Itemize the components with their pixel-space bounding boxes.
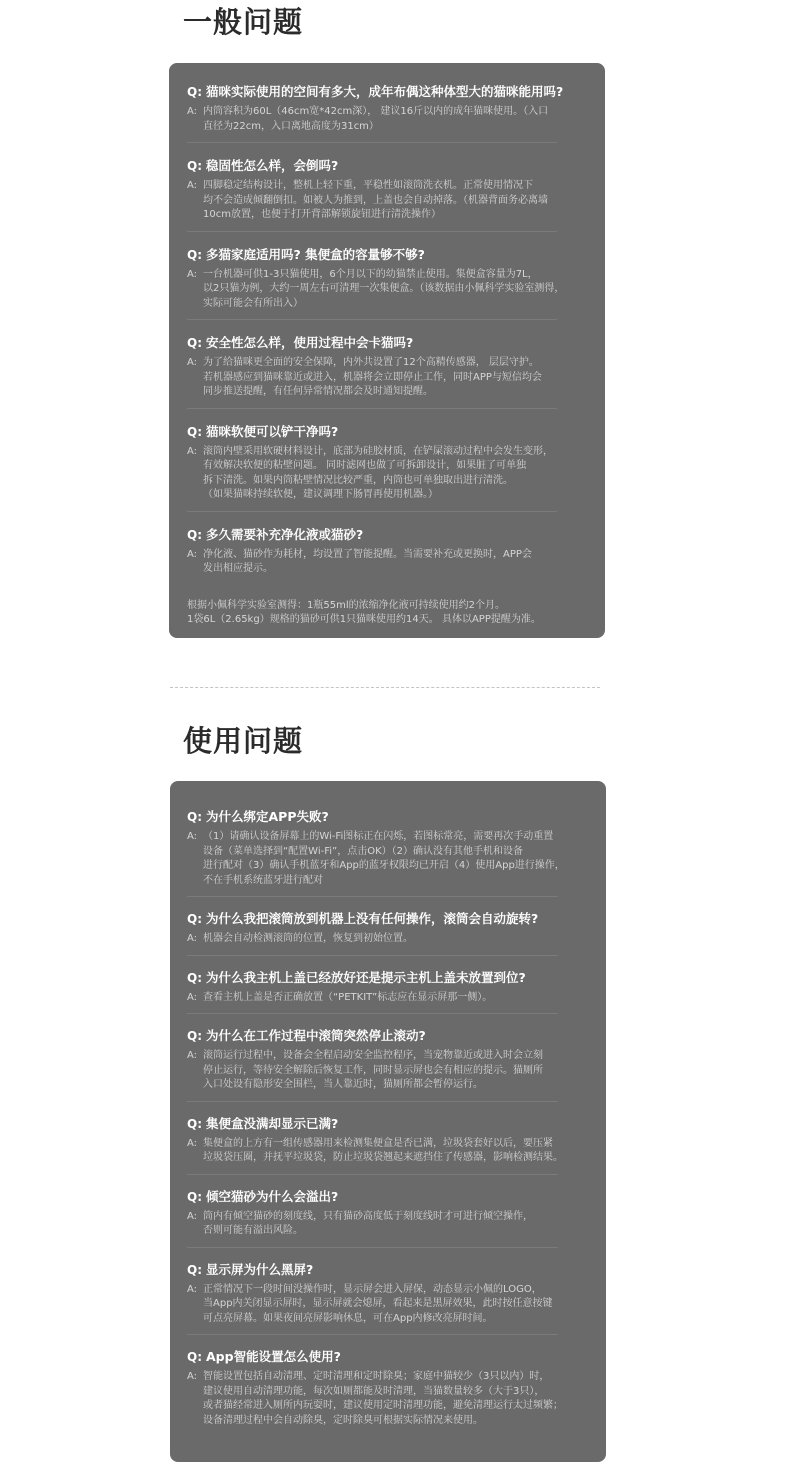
answer-row [187, 1049, 594, 1093]
answer-text [203, 1283, 553, 1327]
answer-line: （如果猫咪持续软便，建议调理下肠胃再使用机器。） [203, 489, 438, 500]
answer-prefix: A: [187, 1371, 198, 1382]
answer-prefix: A: [187, 106, 198, 117]
answer-text [203, 830, 565, 888]
question-row [187, 1261, 594, 1278]
question-prefix: Q: [187, 527, 202, 542]
question-prefix: Q: [187, 247, 202, 262]
question-prefix: Q: [187, 159, 202, 173]
answer-line: 垃圾袋压圈，并抚平垃圾袋，防止垃圾袋翘起来遮挡住了传感器，影响检测结果。 [203, 1152, 563, 1163]
answer-line: 四脚稳定结构设计，整机上轻下重，平稳性如滚筒洗衣机。正常使用情况下 [203, 180, 533, 191]
answer-prefix: A: [187, 831, 198, 842]
answer-line: 拆下清洗。如果内筒粘壁情况比较严重，内筒也可单独取出进行清洗。 [203, 474, 513, 486]
answer-line: 净化液、猫砂作为耗材，均设置了智能提醒。当需要补充或更换时，APP会 [203, 548, 532, 560]
question-row [187, 334, 593, 351]
faq-item [187, 910, 558, 956]
answer-line: 10cm放置，也便于打开背部解锁旋钮进行清洗操作） [203, 209, 441, 220]
question-row [187, 1115, 594, 1132]
answer-prefix: A: [187, 548, 198, 560]
faq-item [187, 334, 557, 409]
question-row [187, 808, 594, 825]
answer-line: 同步推送提醒，有任何异常情况都会及时通知提醒。 [203, 386, 433, 397]
answer-row [187, 268, 593, 312]
answer-line: 内筒容积为60L（46cm宽*42cm深）， 建议16斤以内的成年猫咪使用。（入口 [203, 106, 549, 117]
answer-line: 若机器感应到猫咪靠近或进入，机器将会立即停止工作，同时APP与短信均会 [203, 371, 542, 383]
question-prefix: Q: [187, 912, 202, 926]
question-text: 为什么我主机上盖已经放好还是提示主机上盖未放置到位? [206, 969, 526, 985]
answer-line: 智能设置包括自动清理、定时清理和定时除臭；家庭中猫较少（3只以内）时， [203, 1371, 550, 1382]
answer-text [203, 991, 492, 1006]
answer-row [187, 991, 594, 1006]
answer-line: 或者猫经常进入厕所内玩耍时，建议使用定时清理功能，避免清理运行太过频繁； [203, 1400, 563, 1411]
question-text: 猫咪实际使用的空间有多大，成年布偶这种体型大的猫咪能用吗? [206, 84, 564, 99]
answer-prefix: A: [187, 1283, 198, 1295]
answer-row [187, 179, 593, 223]
question-text: 多久需要补充净化液或猫砂? [206, 526, 364, 542]
answer-line: 不在手机系统蓝牙进行配对 [203, 874, 323, 886]
question-row [187, 526, 593, 543]
answer-line: （1）请确认设备屏幕上的Wi-Fi图标正在闪烁，若图标常亮，需要再次手动重置 [203, 831, 554, 842]
answer-line: 停止运行，等待安全解除后恢复工作，同时显示屏也会有相应的提示。猫厕所 [203, 1064, 543, 1076]
footnote-line: 根据小佩科学实验室测得：1瓶55ml的浓缩净化液可持续使用约2个月。 [187, 599, 505, 611]
question-text: 多猫家庭适用吗? 集便盒的容量够不够? [206, 246, 425, 262]
section-divider [170, 687, 600, 688]
answer-text [203, 1137, 563, 1166]
question-prefix: Q: [187, 336, 202, 350]
question-row [187, 246, 593, 263]
usage-section-title: 使用问题 [183, 724, 304, 758]
answer-line: 进行配对（3）确认手机蓝牙和App的蓝牙权限均已开启（4）使用App进行操作， [203, 860, 565, 871]
answer-text [203, 1370, 563, 1428]
question-text: 稳固性怎么样，会倒吗? [206, 158, 339, 173]
general-section-title: 一般问题 [183, 5, 304, 39]
answer-text [203, 445, 553, 503]
answer-text [203, 1049, 543, 1093]
question-text: App智能设置怎么使用? [206, 1349, 341, 1364]
question-text: 倾空猫砂为什么会溢出? [206, 1188, 339, 1204]
question-text: 为什么在工作过程中滚筒突然停止滚动? [206, 1028, 426, 1043]
question-row [187, 83, 593, 100]
question-text: 安全性怎么样，使用过程中会卡猫吗? [206, 335, 414, 350]
question-prefix: Q: [187, 1350, 202, 1364]
answer-line: 一台机器可供1-3只猫使用，6个月以下的幼猫禁止使用。集便盒容量为7L， [203, 268, 538, 280]
faq-item [187, 1188, 558, 1248]
answer-row [187, 1370, 594, 1428]
answer-line: 有效解决软便的粘壁问题。 同时滤网也做了可拆卸设计，如果脏了可单独 [203, 460, 527, 471]
faq-item [187, 1115, 563, 1175]
answer-line: 当App内关闭显示屏时，显示屏就会熄屏，看起来是黑屏效果，此时按任意按键 [203, 1298, 553, 1309]
question-text: 显示屏为什么黑屏? [206, 1261, 314, 1277]
answer-line: 筒内有倾空猫砂的刻度线，只有猫砂高度低于刻度线时才可进行倾空操作， [203, 1210, 533, 1222]
answer-row [187, 1283, 594, 1327]
answer-line: 实际可能会有所出入） [203, 297, 303, 309]
faq-item [187, 246, 565, 321]
answer-row [187, 830, 594, 888]
answer-line: 发出相应提示。 [203, 563, 273, 574]
answer-text [203, 268, 564, 312]
general-faq-card [169, 63, 605, 638]
faq-item [187, 1348, 563, 1436]
answer-prefix: A: [187, 357, 198, 368]
answer-row [187, 105, 593, 134]
answer-prefix: A: [187, 180, 198, 191]
answer-line: 入口处设有隐形安全围栏，当人靠近时，猫厕所都会暂停运行。 [203, 1079, 483, 1090]
consumables-footnote [187, 599, 593, 628]
question-text: 为什么绑定APP失败? [206, 809, 329, 824]
question-text: 集便盒没满却显示已满? [206, 1115, 339, 1131]
question-prefix: Q: [187, 1189, 202, 1204]
answer-line: 机器会自动检测滚筒的位置，恢复到初始位置。 [203, 933, 413, 944]
answer-prefix: A: [187, 1210, 198, 1222]
faq-item [187, 808, 565, 897]
answer-line: 集便盒的上方有一组传感器用来检测集便盒是否已满，垃圾袋套好以后，要压紧 [203, 1137, 553, 1149]
question-row [187, 157, 593, 174]
faq-item [187, 1027, 558, 1102]
faq-item [187, 969, 558, 1015]
answer-line: 滚筒运行过程中，设备会全程启动安全监控程序，当宠物靠近或进入时会立刻 [203, 1050, 543, 1061]
answer-line: 均不会造成倾翻倒扣。如被人为推到，上盖也会自动掉落。（机器背面务必离墙 [203, 194, 548, 206]
faq-item [187, 83, 564, 143]
answer-text [203, 356, 542, 400]
question-row [187, 910, 594, 927]
answer-line: 建议使用自动清理功能，每次如厕都能及时清理，当猫数量较多（大于3只）， [203, 1385, 545, 1397]
question-row [187, 1188, 594, 1205]
answer-prefix: A: [187, 1137, 198, 1149]
answer-row [187, 356, 593, 400]
question-row [187, 969, 594, 986]
answer-line: 查看主机上盖是否正确放置（“PETKIT”标志应在显示屏那一侧）。 [203, 991, 493, 1003]
answer-row [187, 932, 594, 947]
question-row [187, 1348, 594, 1365]
question-row [187, 1027, 594, 1044]
question-prefix: Q: [187, 424, 202, 439]
answer-line: 否则可能有溢出风险。 [203, 1225, 303, 1236]
question-row [187, 423, 593, 440]
question-prefix: Q: [187, 1262, 202, 1277]
answer-prefix: A: [187, 933, 198, 944]
answer-prefix: A: [187, 991, 198, 1003]
answer-row [187, 548, 593, 577]
answer-line: 直径为22cm，入口离地高度为31cm） [203, 120, 379, 132]
footnote-line: 1袋6L（2.65kg）规格的猫砂可供1只猫咪使用约14天。 具体以APP提醒为准。 [187, 614, 541, 625]
question-prefix: Q: [187, 85, 202, 99]
question-prefix: Q: [187, 1116, 202, 1131]
question-text: 猫咪软便可以铲干净吗? [206, 423, 339, 439]
question-text: 为什么我把滚筒放到机器上没有任何操作，滚筒会自动旋转? [206, 911, 539, 926]
answer-text [203, 105, 548, 134]
answer-line: 为了给猫咪更全面的安全保障，内外共设置了12个高精传感器， 层层守护。 [203, 357, 539, 368]
answer-line: 可点亮屏幕。如果夜间亮屏影响休息，可在App内修改亮屏时间。 [203, 1312, 493, 1324]
answer-line: 设备（菜单选择到“配置Wi-Fi”，点击OK）（2）确认没有其他手机和设备 [203, 845, 524, 857]
usage-faq-card [170, 781, 606, 1462]
question-prefix: Q: [187, 970, 202, 985]
faq-item [187, 157, 557, 232]
answer-line: 正常情况下一段时间没操作时，显示屏会进入屏保，动态显示小佩的LOGO， [203, 1283, 542, 1295]
answer-line: 滚筒内壁采用软硬材料设计，底部为硅胶材质，在铲屎滚动过程中会发生变形， [203, 445, 553, 457]
question-prefix: Q: [187, 1029, 202, 1043]
answer-text [203, 179, 548, 223]
answer-text [203, 1210, 533, 1239]
answer-line: 以2只猫为例，大约一周左右可清理一次集便盒。（该数据由小佩科学实验室测得， [203, 283, 565, 294]
answer-text [203, 932, 413, 947]
question-prefix: Q: [187, 810, 202, 824]
faq-item [187, 423, 557, 512]
answer-prefix: A: [187, 445, 198, 457]
answer-row [187, 1137, 594, 1166]
answer-row [187, 445, 593, 503]
faq-item [187, 1261, 558, 1336]
answer-row [187, 1210, 594, 1239]
faq-item [187, 526, 557, 585]
answer-prefix: A: [187, 268, 198, 280]
answer-line: 设备清理过程中会自动除臭，定时除臭可根据实际情况来使用。 [203, 1414, 483, 1426]
answer-prefix: A: [187, 1050, 198, 1061]
answer-text [203, 548, 532, 577]
